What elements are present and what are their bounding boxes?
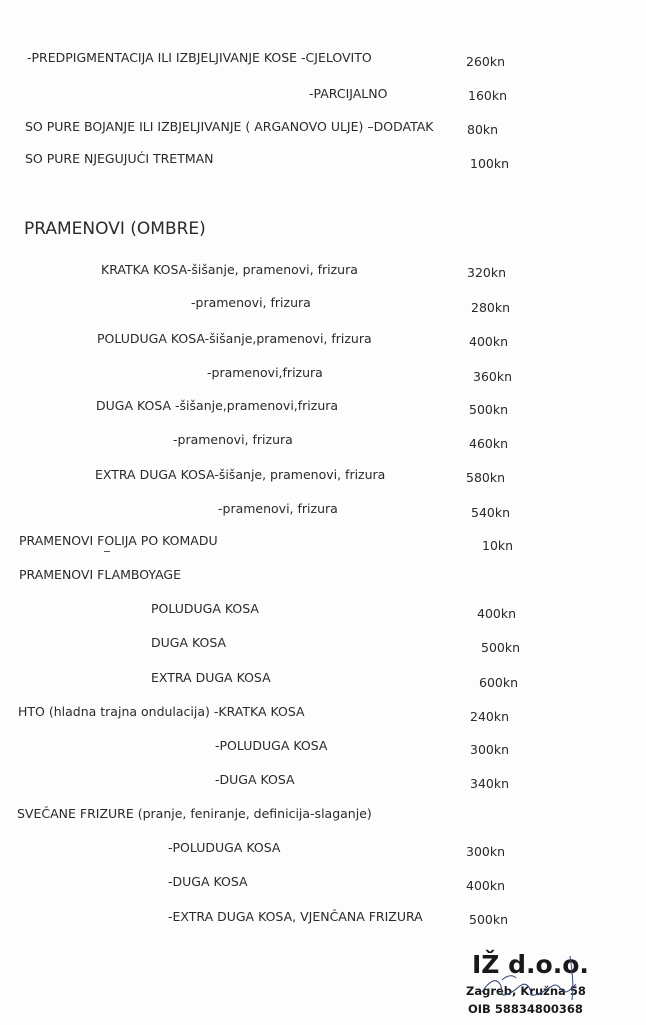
- row-label-hto-duga: -DUGA KOSA: [215, 772, 295, 787]
- row-label-kratka-kosa-pramenovi: -pramenovi, frizura: [191, 295, 311, 310]
- row-price-poluduga-kosa-sisanje: 400kn: [469, 334, 509, 349]
- row-label-predpigmentacija-parcijalno: -PARCIJALNO: [309, 86, 388, 101]
- row-label-kratka-kosa-sisanje: KRATKA KOSA-šišanje, pramenovi, frizura: [101, 262, 358, 277]
- row-label-flamboyage-poluduga: POLUDUGA KOSA: [151, 601, 259, 616]
- row-label-hto-kratka: HTO (hladna trajna ondulacija) -KRATKA KOSA: [18, 704, 305, 719]
- row-price-flamboyage-extra: 600kn: [479, 675, 519, 690]
- row-price-kratka-kosa-sisanje: 320kn: [467, 265, 507, 280]
- row-price-kratka-kosa-pramenovi: 280kn: [471, 300, 511, 315]
- row-label-svecane-frizure: SVEČANE FRIZURE (pranje, feniranje, definicija-slaganje): [17, 806, 372, 821]
- row-price-predpigmentacija-parcijalno: 160kn: [468, 88, 508, 103]
- row-label-flamboyage-duga: DUGA KOSA: [151, 635, 227, 650]
- row-price-extra-duga-pramenovi: 540kn: [471, 505, 511, 520]
- row-price-flamboyage-duga: 500kn: [481, 640, 521, 655]
- row-label-pramenovi-flamboyage: PRAMENOVI FLAMBOYAGE: [19, 567, 181, 582]
- row-label-poluduga-kosa-pramenovi: -pramenovi,frizura: [207, 365, 323, 380]
- row-price-poluduga-kosa-pramenovi: 360kn: [473, 369, 513, 384]
- row-label-poluduga-kosa-sisanje: POLUDUGA KOSA-šišanje,pramenovi, frizura: [97, 331, 372, 346]
- row-price-svecane-duga: 400kn: [466, 878, 506, 893]
- row-price-flamboyage-poluduga: 400kn: [477, 606, 517, 621]
- row-label-flamboyage-extra: EXTRA DUGA KOSA: [151, 670, 271, 685]
- row-label-svecane-extra: -EXTRA DUGA KOSA, VJENČANA FRIZURA: [168, 909, 423, 924]
- row-price-pramenovi-folija: 10kn: [482, 538, 514, 553]
- row-label-svecane-poluduga: -POLUDUGA KOSA: [168, 840, 281, 855]
- row-label-extra-duga-sisanje: EXTRA DUGA KOSA-šišanje, pramenovi, frizura: [95, 467, 386, 482]
- signature-icon: [462, 950, 632, 1020]
- row-price-hto-duga: 340kn: [470, 776, 510, 791]
- stamp-address: Zagreb, Kružna 58: [466, 984, 586, 998]
- row-label-duga-kosa-pramenovi: -pramenovi, frizura: [173, 432, 293, 447]
- row-price-duga-kosa-pramenovi: 460kn: [469, 436, 509, 451]
- section-heading-pramenovi: PRAMENOVI (OMBRE): [24, 219, 206, 239]
- row-price-predpigmentacija-cjelovito: 260kn: [466, 54, 506, 69]
- row-price-svecane-extra: 500kn: [469, 912, 509, 927]
- row-label-svecane-duga: -DUGA KOSA: [168, 874, 248, 889]
- company-stamp: [462, 950, 642, 1020]
- row-label-predpigmentacija-cjelovito: -PREDPIGMENTACIJA ILI IZBJELJIVANJE KOSE -CJELOVITO: [27, 50, 372, 65]
- row-label-pramenovi-folija: PRAMENOVI FOLIJA PO KOMADU: [19, 533, 218, 548]
- row-price-duga-kosa-sisanje: 500kn: [469, 402, 509, 417]
- row-price-svecane-poluduga: 300kn: [466, 844, 506, 859]
- row-price-hto-poluduga: 300kn: [470, 742, 510, 757]
- row-label-hto-poluduga: -POLUDUGA KOSA: [215, 738, 328, 753]
- row-label-duga-kosa-sisanje: DUGA KOSA -šišanje,pramenovi,frizura: [96, 398, 339, 413]
- row-price-hto-kratka: 240kn: [470, 709, 510, 724]
- row-price-so-pure-tretman: 100kn: [470, 156, 510, 171]
- stamp-company-name: IŽ d.o.o.: [472, 950, 589, 979]
- stamp-oib: OIB 58834800368: [468, 1002, 583, 1016]
- row-label-so-pure-tretman: SO PURE NJEGUJUĆI TRETMAN: [25, 151, 214, 166]
- row-label-extra-duga-pramenovi: -pramenovi, frizura: [218, 501, 338, 516]
- row-price-so-pure-bojanje: 80kn: [467, 122, 499, 137]
- row-price-extra-duga-sisanje: 580kn: [466, 470, 506, 485]
- scan-mark: [104, 551, 110, 552]
- row-label-so-pure-bojanje: SO PURE BOJANJE ILI IZBJELJIVANJE ( ARGANOVO ULJE) –DODATAK: [25, 119, 434, 134]
